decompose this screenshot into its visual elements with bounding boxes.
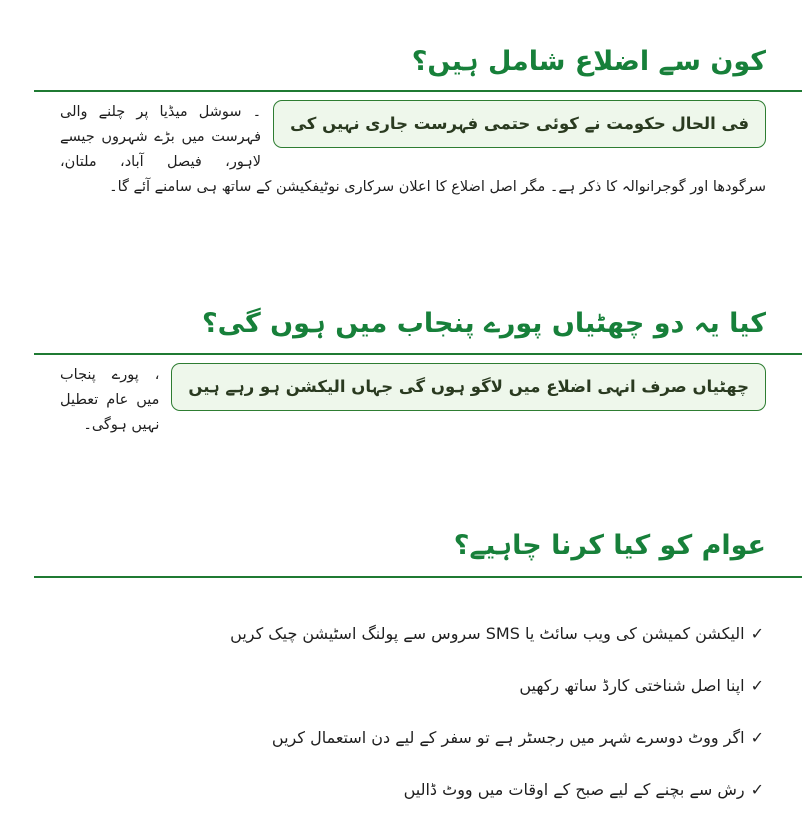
check-icon: ✓: [750, 676, 764, 695]
section-heading-public-advice: عوام کو کیا کرنا چاہیے؟: [453, 530, 766, 561]
checklist-item: [230, 660, 764, 712]
section-heading-districts: کون سے اضلاع شامل ہیں؟: [411, 46, 766, 77]
section-divider: [34, 90, 802, 92]
section-divider: [34, 576, 802, 578]
check-icon: ✓: [750, 780, 764, 799]
advice-checklist: [230, 608, 764, 816]
section-heading-punjab: کیا یہ دو چھٹیاں پورے پنجاب میں ہوں گی؟: [202, 308, 766, 339]
checklist-item-text: اپنا اصل شناختی کارڈ ساتھ رکھیں: [519, 676, 745, 695]
checklist-item-text: اگر ووٹ دوسرے شہر میں رجسٹر ہے تو سفر کے لیے دن استعمال کریں: [271, 728, 745, 747]
check-icon: ✓: [750, 624, 764, 643]
punjab-paragraph: [60, 363, 766, 438]
checklist-item-text: رش سے بچنے کے لیے صبح کے اوقات میں ووٹ ڈالیں: [403, 780, 745, 799]
checklist-item: [230, 608, 764, 660]
checklist-item: [230, 712, 764, 764]
paragraph-text: ، پورے پنجاب میں عام تعطیل نہیں ہوگی۔: [60, 367, 160, 433]
highlight-callout: فی الحال حکومت نے کوئی حتمی فہرست جاری نہیں کی: [273, 100, 766, 148]
check-icon: ✓: [750, 728, 764, 747]
section-divider: [34, 353, 802, 355]
highlight-callout: چھٹیاں صرف انہی اضلاع میں لاگو ہوں گی جہاں الیکشن ہو رہے ہیں: [171, 363, 766, 411]
districts-paragraph: [60, 100, 766, 200]
checklist-item: [230, 764, 764, 816]
checklist-item-text: الیکشن کمیشن کی ویب سائٹ یا SMS سروس سے پولنگ اسٹیشن چیک کریں: [230, 624, 745, 643]
paragraph-text: ۔ سوشل میڈیا پر چلنے والی فہرست میں بڑے شہروں جیسے لاہور، فیصل آباد، ملتان، سرگودھا اور گوجرانوالہ کا ذکر ہے۔ مگر اصل اضلاع کا اعلان سرکاری نوٹیفکیشن کے ساتھ ہی سامنے آئے گا۔: [60, 104, 766, 195]
